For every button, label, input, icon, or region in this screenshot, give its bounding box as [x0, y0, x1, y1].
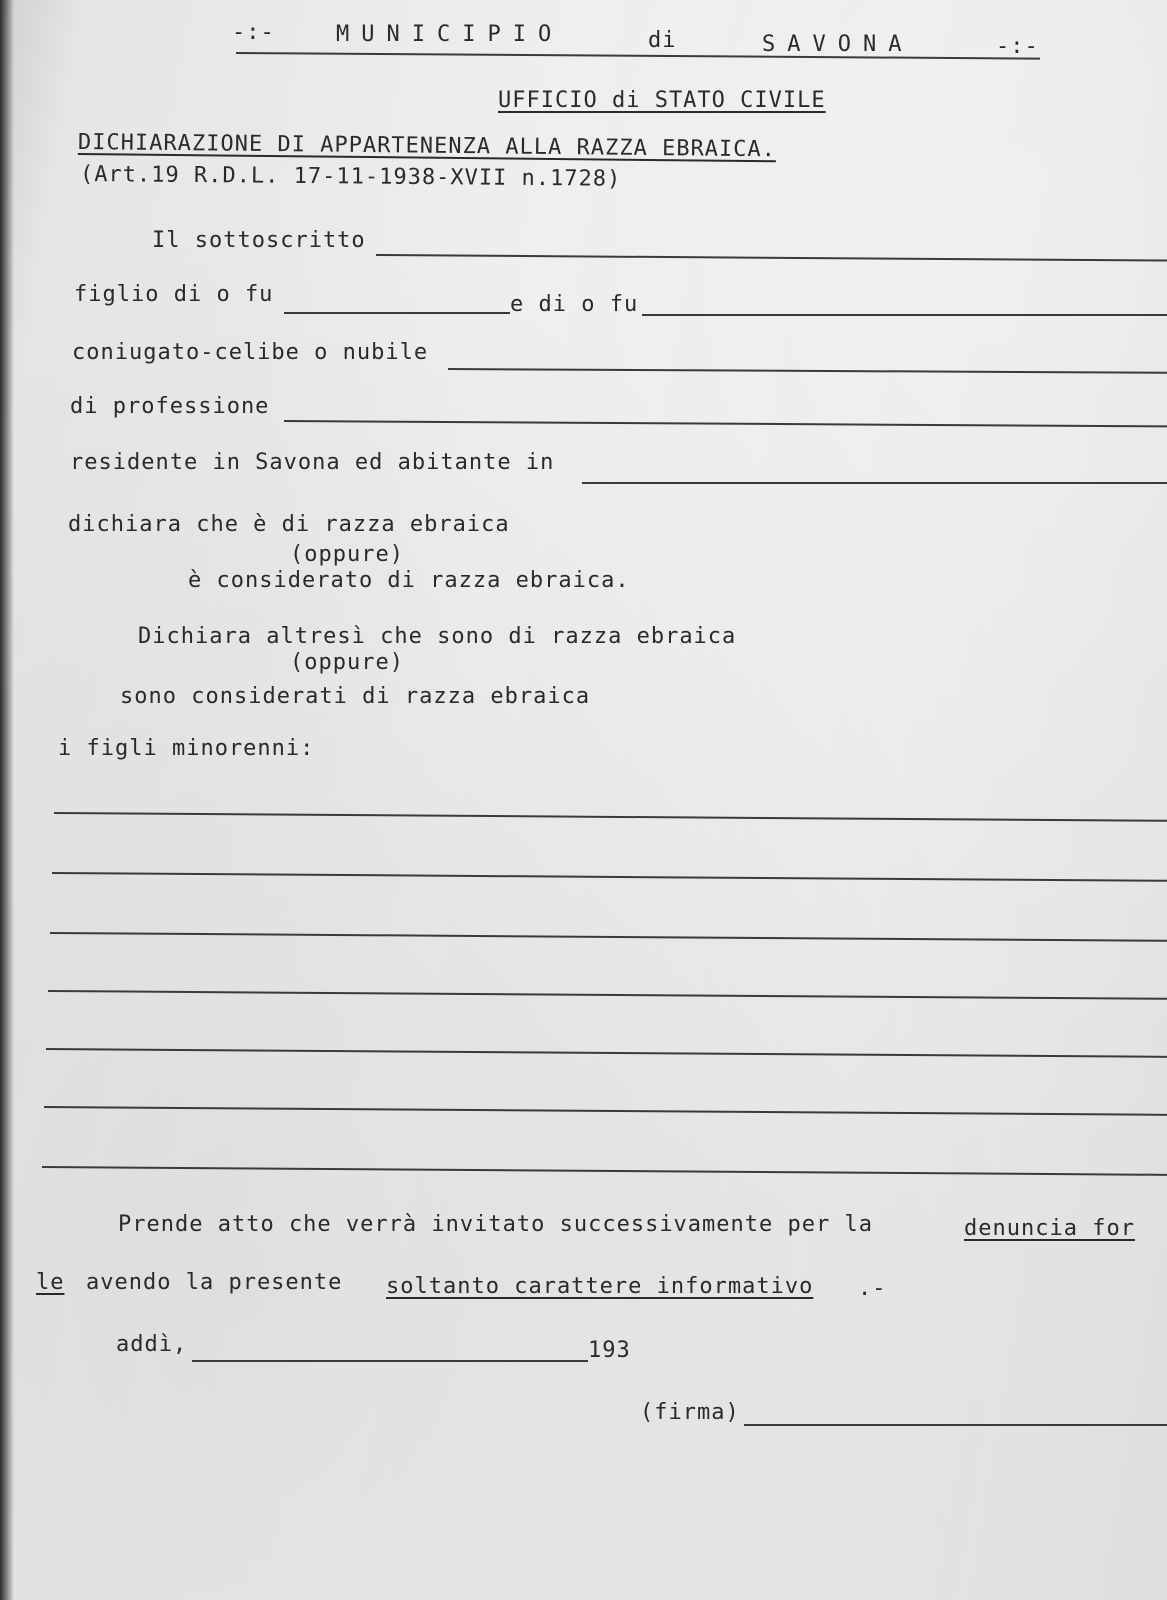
header-underline [236, 52, 1040, 60]
sottoscritto-line [376, 254, 1167, 262]
stato-civile-line [448, 368, 1167, 374]
declaration-line3: Dichiara altresì che sono di razza ebraica [138, 624, 737, 649]
office-title: UFFICIO di STATO CIVILE [498, 88, 826, 113]
firma-line [744, 1424, 1167, 1426]
declaration-line4: sono considerati di razza ebraica [120, 684, 591, 709]
prende-atto-text: Prende atto che verrà invitato successivamente per la [118, 1212, 873, 1237]
figli-line-4 [48, 990, 1167, 1000]
header-municipio: MUNICIPIO [336, 22, 564, 47]
declaration-line2: è considerato di razza ebraica. [188, 568, 630, 593]
oppure-1: (oppure) [290, 542, 404, 567]
closing-end: .- [858, 1276, 887, 1301]
soltanto-text: soltanto carattere informativo [386, 1274, 814, 1299]
madre-label: e di o fu [510, 292, 639, 317]
header-di: di [648, 28, 677, 53]
figli-line-2 [52, 872, 1167, 882]
sottoscritto-label: Il sottoscritto [152, 228, 366, 253]
law-reference: (Art.19 R.D.L. 17-11-1938-XVII n.1728) [79, 162, 622, 192]
oppure-2: (oppure) [290, 650, 404, 675]
addi-label: addì, [116, 1332, 188, 1357]
declaration-line1: dichiara che è di razza ebraica [68, 512, 510, 537]
avendo-text: avendo la presente [86, 1270, 343, 1295]
stato-civile-label: coniugato-celibe o nubile [72, 340, 429, 365]
header-dash-left: -:- [232, 20, 275, 45]
figlio-label: figlio di o fu [74, 282, 274, 307]
professione-line [284, 420, 1167, 427]
residenza-line [582, 482, 1167, 484]
figli-line-6 [44, 1106, 1167, 1116]
figli-minorenni-label: i figli minorenni: [58, 736, 315, 761]
residenza-label: residente in Savona ed abitante in [70, 450, 555, 475]
figli-line-3 [50, 932, 1167, 942]
header-dash-right: -:- [996, 34, 1039, 59]
figli-line-7 [42, 1166, 1167, 1176]
date-line [192, 1360, 588, 1362]
header-city: SAVONA [762, 32, 914, 57]
document-title: DICHIARAZIONE DI APPARTENENZA ALLA RAZZA EBRAICA. [77, 130, 777, 163]
le-text: le [36, 1270, 65, 1295]
year-label: 193 [588, 1338, 631, 1363]
professione-label: di professione [70, 394, 270, 419]
denuncia-text: denuncia for [964, 1216, 1135, 1241]
padre-line [284, 312, 510, 314]
figli-line-5 [46, 1048, 1167, 1058]
figli-line-1 [54, 812, 1167, 822]
madre-line [642, 314, 1167, 316]
firma-label: (firma) [640, 1400, 740, 1425]
